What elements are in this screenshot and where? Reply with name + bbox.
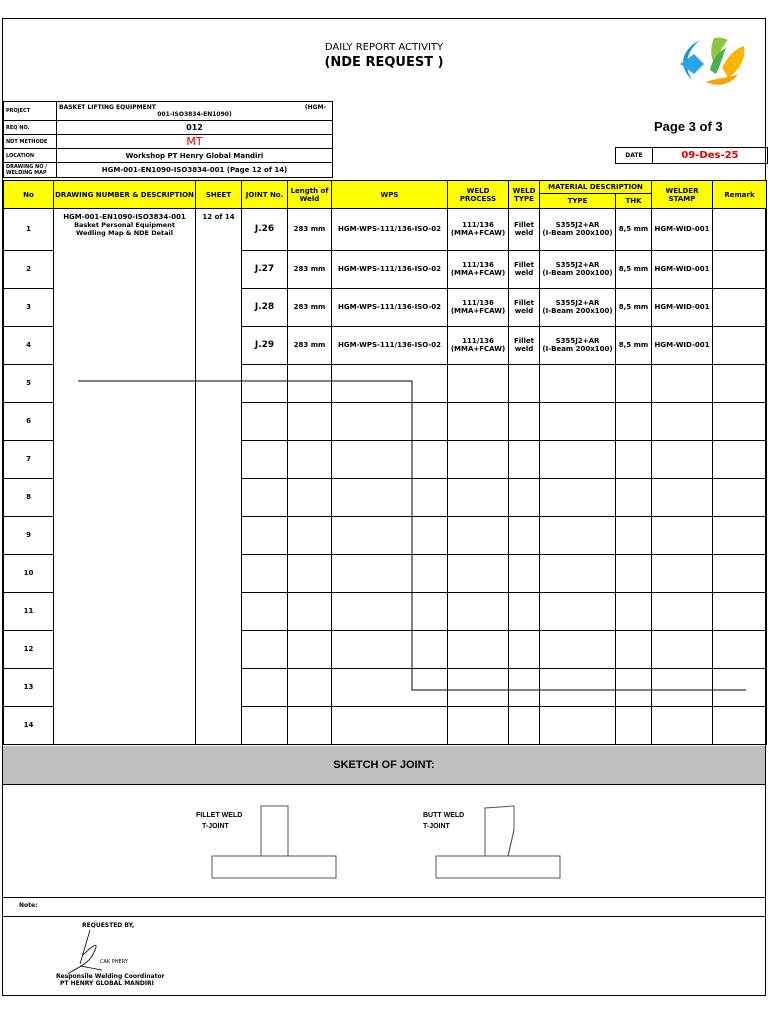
fillet-weld-line2: T-JOINT (202, 823, 229, 830)
welder-stamp: HGM-WID-001 (654, 225, 710, 234)
req-value: 012 (57, 121, 333, 135)
header-joint: JOINT No. (242, 181, 288, 209)
header-process: WELD PROCESS (448, 181, 509, 209)
signatory-name: CAK PHERY (100, 959, 128, 965)
row-no-text: 13 (23, 683, 34, 691)
location-value: Workshop PT Henry Global Mandiri (57, 149, 333, 163)
joint-no: J.29 (254, 340, 275, 350)
weld-length: 283 mm (293, 225, 326, 234)
wps-code: HGM-WPS-111/136-ISO-02 (337, 303, 442, 311)
project-code-start: (HGM- (304, 104, 326, 111)
material-grade: S355J2+AR (555, 261, 600, 269)
header-wps: WPS (332, 181, 448, 209)
row-no-text: 2 (26, 265, 31, 273)
weld-length: 283 mm (293, 341, 326, 349)
wps-code: HGM-WPS-111/136-ISO-02 (337, 341, 442, 349)
thickness: 8,5 mm (618, 265, 649, 273)
butt-weld-sketch (434, 804, 564, 882)
row-no-text: 1 (26, 225, 31, 234)
joint-no: J.27 (254, 264, 275, 274)
header-sheet: SHEET (196, 181, 242, 209)
drawing-label-line1: DRAWING NO / (6, 164, 48, 170)
row-no-text: 4 (26, 341, 31, 349)
location-label: LOCATION (4, 149, 57, 163)
weld-length: 283 mm (293, 303, 326, 311)
weld-type-1: Fillet (513, 337, 535, 345)
material-grade: S355J2+AR (555, 337, 600, 345)
ndt-label: NDT METHODE (4, 135, 57, 149)
joint-no: J.28 (254, 302, 275, 312)
header-thk: THK (616, 194, 652, 209)
date-value: 09-Des-25 (652, 148, 767, 164)
material-grade: S355J2+AR (555, 299, 600, 307)
row-no-text: 12 (23, 645, 34, 653)
ndt-value: MT (57, 135, 333, 149)
material-profile: (I-Beam 200x100) (542, 307, 613, 315)
row-no-text: 7 (26, 455, 31, 463)
drawing-desc-line2: Wedling Map & NDE Detail (76, 229, 173, 237)
header-mat-type: TYPE (540, 194, 616, 209)
note-label: Note: (19, 902, 38, 909)
header-stamp: WELDER STAMP (652, 181, 713, 209)
report-subtitle: (NDE REQUEST ) (324, 55, 444, 70)
project-name: BASKET LIFTING EQUIPMENT (59, 104, 156, 111)
butt-weld-line1: BUTT WELD (423, 812, 465, 819)
process-desc: (MMA+FCAW) (450, 345, 506, 353)
material-grade: S355J2+AR (555, 221, 600, 230)
signatory-company: PT HENRY GLOBAL MANDIRI (60, 980, 154, 987)
date-label: DATE (616, 148, 653, 164)
welder-stamp: HGM-WID-001 (654, 303, 710, 311)
requested-by-label: REQUESTED BY, (82, 922, 135, 929)
drawing-number: HGM-001-EN1090-ISO3834-001 (63, 213, 186, 221)
thickness: 8,5 mm (618, 303, 649, 311)
wps-code: HGM-WPS-111/136-ISO-02 (337, 265, 442, 273)
header-length: Length of Weld (288, 181, 332, 209)
drawing-desc-line1: Basket Personal Equipment (74, 221, 175, 229)
material-profile: (I-Beam 200x100) (542, 269, 613, 277)
project-code-end: 001-ISO3834-EN1090) (157, 111, 232, 118)
process-code: 111/136 (462, 261, 494, 269)
joint-no: J.26 (254, 224, 275, 235)
page-number: Page 3 of 3 (654, 119, 723, 134)
drawing-value: HGM-001-EN1090-ISO3834-001 (Page 12 of 14) (57, 163, 333, 178)
header-drawing: DRAWING NUMBER & DESCRIPTION (54, 181, 196, 209)
process-desc: (MMA+FCAW) (450, 229, 506, 238)
process-desc: (MMA+FCAW) (450, 269, 506, 277)
row-no-text: 9 (26, 531, 31, 539)
drawing-label-line2: WELDING MAP (6, 170, 47, 176)
sketch-title: SKETCH OF JOINT: (3, 746, 765, 784)
note-row (3, 896, 765, 917)
row-no-text: 10 (23, 569, 34, 577)
weld-type-2: weld (514, 229, 534, 238)
process-code: 111/136 (462, 221, 494, 230)
row-no-text: 14 (23, 721, 34, 729)
header-type: WELD TYPE (509, 181, 540, 209)
thickness: 8,5 mm (618, 341, 649, 349)
fillet-weld-sketch (210, 804, 340, 882)
row-no-text: 3 (26, 303, 31, 311)
process-code: 111/136 (462, 299, 494, 307)
thickness: 8,5 mm (618, 225, 649, 234)
row-no-text: 8 (26, 493, 31, 501)
header-no: No (4, 181, 54, 209)
process-desc: (MMA+FCAW) (450, 307, 506, 315)
signatory-role-line1: Responsile Welding Coordinator (56, 973, 165, 980)
welder-stamp: HGM-WID-001 (654, 265, 710, 273)
wps-code: HGM-WPS-111/136-ISO-02 (337, 225, 442, 234)
material-profile: (I-Beam 200x100) (542, 229, 613, 238)
header-material: MATERIAL DESCRIPTION (540, 181, 652, 194)
weld-type-1: Fillet (513, 261, 535, 269)
sketch-area (3, 784, 765, 898)
material-profile: (I-Beam 200x100) (542, 345, 613, 353)
project-label: PROJECT (4, 102, 57, 121)
process-code: 111/136 (462, 337, 494, 345)
header-remark: Remark (713, 181, 767, 209)
weld-type-1: Fillet (513, 221, 535, 230)
weld-type-2: weld (514, 345, 534, 353)
fillet-weld-line1: FILLET WELD (196, 812, 243, 819)
weld-type-2: weld (514, 269, 534, 277)
sheet-value: 12 of 14 (202, 213, 235, 221)
req-label: REQ NO. (4, 121, 57, 135)
row-no-text: 5 (26, 379, 31, 387)
butt-weld-line2: T-JOINT (423, 823, 450, 830)
weld-length: 283 mm (293, 265, 326, 273)
row-no-text: 11 (23, 607, 34, 615)
row-no-text: 6 (26, 417, 31, 425)
report-title: DAILY REPORT ACTIVITY (324, 42, 444, 53)
signatory-role (56, 973, 165, 987)
weld-type-1: Fillet (513, 299, 535, 307)
weld-type-2: weld (514, 307, 534, 315)
welder-stamp: HGM-WID-001 (654, 341, 710, 349)
